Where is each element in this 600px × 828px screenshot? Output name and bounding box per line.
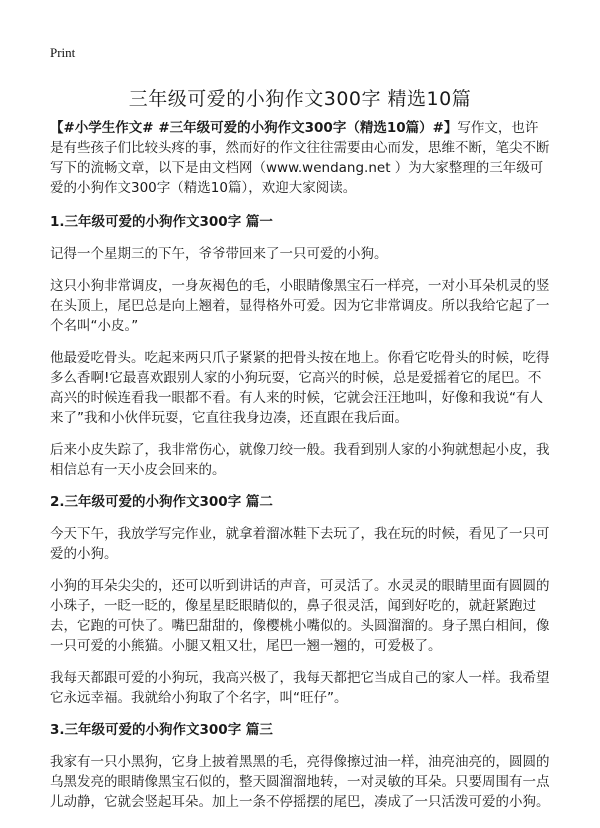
section-1-paragraph-2: 这只小狗非常调皮，一身灰褐色的毛，小眼睛像黑宝石一样亮，一对小耳朵机灵的竖在头顶上，尾巴总是向上翘着，显得格外可爱。因为它非常调皮。所以我给它起了一个名叫“小皮。” <box>50 278 550 334</box>
section-1-title: 1.三年级可爱的小狗作文300字 篇一 <box>50 214 273 230</box>
section-2-paragraph-1: 今天下午，我放学写完作业，就拿着溜冰鞋下去玩了，我在玩的时候，看见了一只可爱的小狗。 <box>50 526 550 562</box>
section-1-paragraph-4: 后来小皮失踪了，我非常伤心，就像刀绞一般。我看到别人家的小狗就想起小皮，我相信总有一天小皮会回来的。 <box>50 442 550 478</box>
section-3-paragraph-1: 我家有一只小黑狗，它身上披着黑黑的毛，亮得像擦过油一样，油亮油亮的，圆圆的乌黑发亮的眼睛像黑宝石似的，整天圆溜溜地转，一对灵敏的耳朵。只要周围有一点儿动静，它就会竖起耳朵。加上一条不停摇摆的尾巴，凑成了一只活泼可爱的小狗。 <box>50 754 550 810</box>
intro-paragraph <box>50 118 550 198</box>
intro-text: 写作文，也许是有些孩子们比较头疼的事，然而好的作文往往需要由心而发，思维不断，笔尖不断写下的流畅文章，以下是由文档网（www.wendang.net ）为大家整理的三年级可爱的小狗作文300字（精选10篇），欢迎大家阅读。 <box>50 120 550 196</box>
article-body <box>50 118 550 824</box>
section-1-paragraph-1: 记得一个星期三的下午，爷爷带回来了一只可爱的小狗。 <box>50 246 388 262</box>
section-2-paragraph-2: 小狗的耳朵尖尖的，还可以听到讲话的声音，可灵活了。水灵灵的眼睛里面有圆圆的小珠子，一眨一眨的，像星星眨眼睛似的，鼻子很灵活，闻到好吃的，就赶紧跑过去，它跑的可快了。嘴巴甜甜的，像樱桃小嘴似的。头圆溜溜的。身子黑白相间，像一只可爱的小熊猫。小腿又粗又壮，尾巴一翘一翘的，可爱极了。 <box>50 578 550 654</box>
section-1-paragraph-3: 他最爱吃骨头。吃起来两只爪子紧紧的把骨头按在地上。你看它吃骨头的时候，吃得多么香啊!它最喜欢跟别人家的小狗玩耍，它高兴的时候，总是爱摇着它的尾巴。不高兴的时候连看我一眼都不看。有人来的时候，它就会汪汪地叫，好像和我说“有人来了”我和小伙伴玩耍，它直往我身边凑，还直跟在我后面。 <box>50 350 550 426</box>
intro-tags: 【#小学生作文# #三年级可爱的小狗作文300字（精选10篇）#】 <box>50 120 458 136</box>
section-2-title: 2.三年级可爱的小狗作文300字 篇二 <box>50 494 273 510</box>
document-title: 三年级可爱的小狗作文300字 精选10篇 <box>128 88 472 110</box>
print-link[interactable]: Print <box>50 45 76 60</box>
section-3-title: 3.三年级可爱的小狗作文300字 篇三 <box>50 722 273 738</box>
section-2-paragraph-3: 我每天都跟可爱的小狗玩，我高兴极了，我每天都把它当成自己的家人一样。我希望它永远幸福。我就给小狗取了个名字，叫“旺仔”。 <box>50 670 550 706</box>
